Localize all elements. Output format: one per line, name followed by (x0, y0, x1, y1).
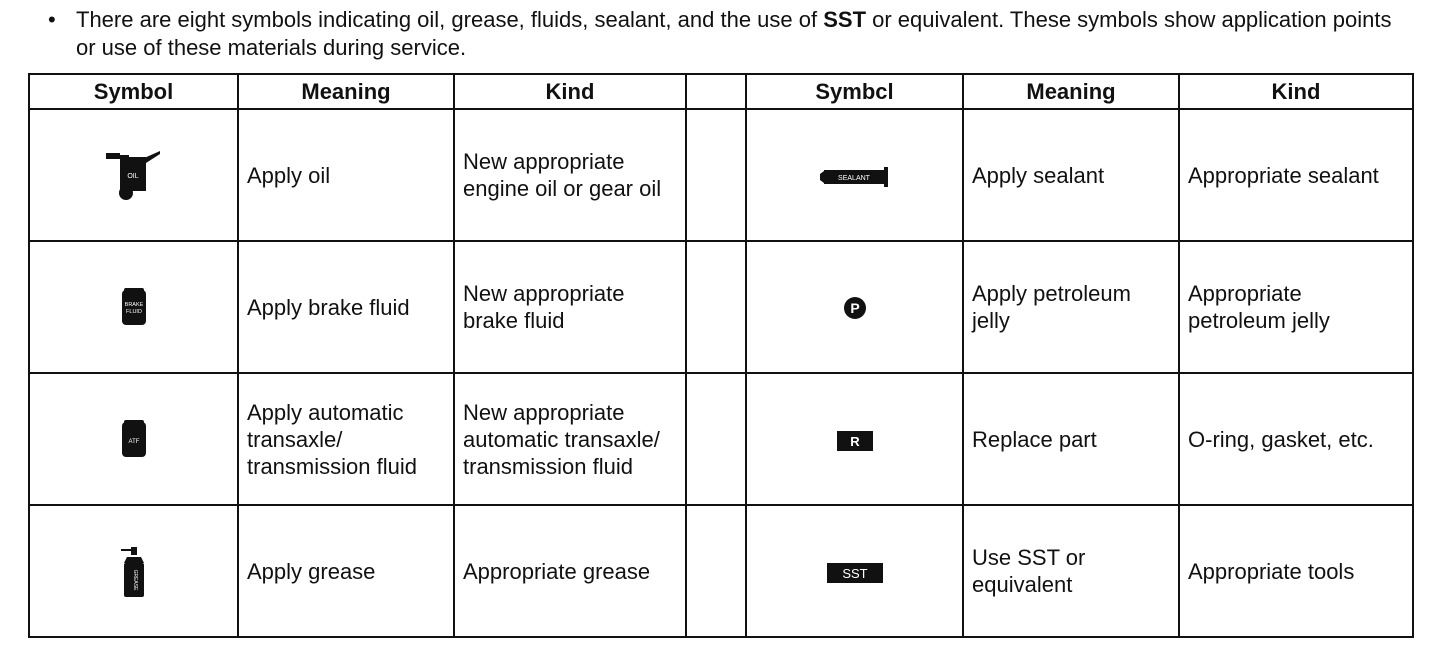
grease-spray-icon (118, 543, 150, 599)
sst-icon-label: SST (841, 565, 868, 581)
sst-icon (826, 562, 884, 584)
kind-cell: O-ring, gasket, etc. (1179, 373, 1413, 505)
kind-cell: New appropriate brake fluid (454, 241, 686, 373)
gap-cell (686, 241, 746, 373)
symbol-cell (29, 505, 238, 637)
gap-cell (686, 505, 746, 637)
kind-cell: Appropriate tools (1179, 505, 1413, 637)
sealant-icon-label: SEALANT (837, 174, 870, 182)
meaning-cell: Apply petroleum jelly (963, 241, 1179, 373)
table-row (29, 373, 1413, 505)
brake-fluid-bottle-icon (120, 287, 148, 327)
symbol-cell (29, 241, 238, 373)
header-row (29, 74, 1413, 109)
symbols-table (28, 73, 1414, 638)
meaning-cell: Apply oil (238, 109, 454, 241)
kind-cell: New appropriate engine oil or gear oil (454, 109, 686, 241)
oil-icon-label: OIL (126, 173, 139, 180)
meaning-cell: Apply sealant (963, 109, 1179, 241)
intro-text (76, 6, 1416, 62)
brake-icon-label-2: FLUID (125, 309, 142, 315)
intro-text-part: There are eight symbols indicating oil, grease, fluids, sealant, and the use of (76, 7, 824, 32)
kind-cell: Appropriate grease (454, 505, 686, 637)
symbol-cell (746, 241, 963, 373)
header-kind-right: Kind (1179, 74, 1413, 109)
header-kind: Kind (454, 74, 686, 109)
intro-text-part: or equivalent. These symbols show application points or use of these materials during service. (76, 7, 1392, 60)
brake-icon-label-1: BRAKE (124, 302, 143, 308)
symbol-cell (746, 109, 963, 241)
gap-cell (686, 109, 746, 241)
kind-cell: Appropriate sealant (1179, 109, 1413, 241)
symbol-cell (29, 373, 238, 505)
petroleum-icon-label: P (849, 300, 860, 317)
meaning-cell: Apply brake fluid (238, 241, 454, 373)
table-row (29, 241, 1413, 373)
header-gap (686, 74, 746, 109)
table-row (29, 505, 1413, 637)
meaning-cell: Replace part (963, 373, 1179, 505)
table-row (29, 109, 1413, 241)
header-meaning-right: Meaning (963, 74, 1179, 109)
grease-icon-label: GREASE (131, 569, 138, 591)
gap-cell (686, 373, 746, 505)
meaning-cell: Apply automatic transaxle/ transmission fluid (238, 373, 454, 505)
oil-can-icon (102, 147, 166, 203)
bullet: • (48, 7, 56, 32)
replace-part-icon (836, 430, 874, 452)
header-meaning: Meaning (238, 74, 454, 109)
petroleum-jelly-icon (842, 295, 868, 321)
meaning-cell: Use SST or equivalent (963, 505, 1179, 637)
symbol-cell (29, 109, 238, 241)
header-symbol-right: Symbcl (746, 74, 963, 109)
symbol-cell (746, 505, 963, 637)
replace-icon-label: R (849, 433, 860, 449)
atf-bottle-icon (120, 419, 148, 459)
sealant-tube-icon (818, 165, 892, 189)
kind-cell: Appropriate petroleum jelly (1179, 241, 1413, 373)
symbol-cell (746, 373, 963, 505)
meaning-cell: Apply grease (238, 505, 454, 637)
intro-sst-bold: SST (823, 7, 867, 32)
atf-icon-label: ATF (128, 439, 139, 445)
kind-cell: New appropriate automatic transaxle/ transmission fluid (454, 373, 686, 505)
header-symbol: Symbol (29, 74, 238, 109)
